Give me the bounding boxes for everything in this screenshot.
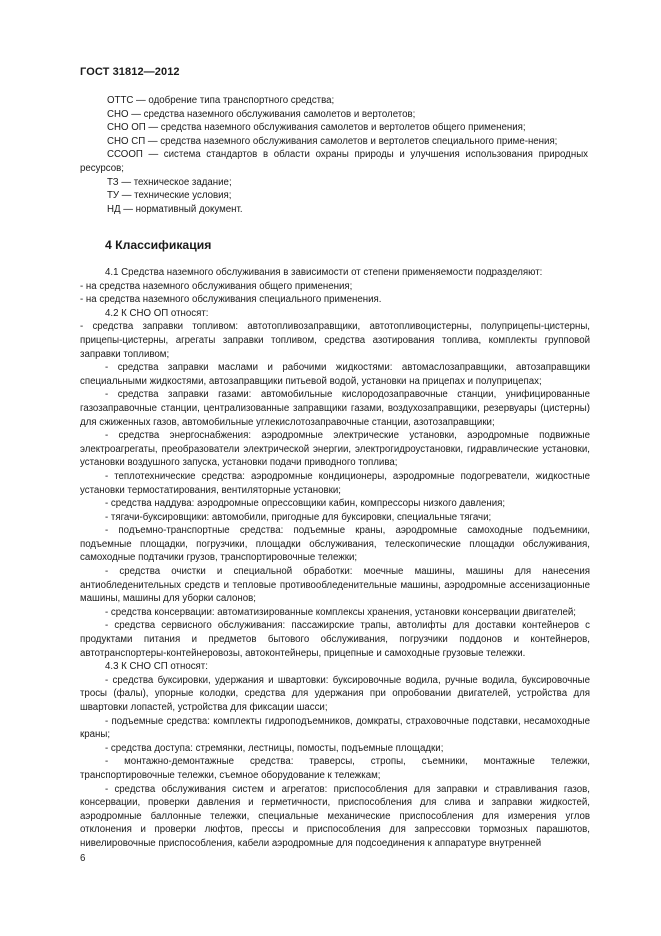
section-heading: 4 Классификация bbox=[105, 238, 212, 252]
abbreviations-list bbox=[80, 94, 588, 216]
body-paragraph: - средства очистки и специальной обработки: моечные машины, машины для нанесения антиобледенительных средств и тепловые противообледенительные машины, аэродромные ассенизационные машины, машины для уборки салонов; bbox=[80, 566, 590, 605]
body-paragraph: - средства буксировки, удержания и швартовки: буксировочные водила, ручные водила, буксировочные тросы (фалы), упорные колодки, средства для удержания при опробовании двигателей, устройства для швартовки лопастей, устройства для фиксации шасси; bbox=[80, 674, 590, 713]
abbreviation-item: ТУ — технические условия; bbox=[107, 190, 232, 202]
body-paragraph: - средства заправки маслами и рабочими жидкостями: автомаслозаправщики, автозаправщики специальными жидкостями, автозаправщики питьевой водой, установки на прицепах и полуприцепах; bbox=[80, 362, 590, 387]
abbreviation-item: СНО СП — средства наземного обслуживания самолетов и вертолетов специального приме-нения; bbox=[107, 135, 558, 147]
body-paragraph: - средства заправки газами: автомобильные кислородозаправочные станции, унифицированные газозаправочные станции, централизованные заправщики газами, воздухозаправщики, резервуары (цистерны) для сжиженных газов, автомобильные углекислотозаправочные станции, азотозаправщики; bbox=[80, 389, 590, 428]
abbreviation-item: ТЗ — техническое задание; bbox=[107, 176, 232, 188]
body-paragraph: - тягачи-буксировщики: автомобили, пригодные для буксировки, специальные тягачи; bbox=[105, 511, 492, 523]
abbreviation-item: СНО ОП — средства наземного обслуживания самолетов и вертолетов общего применения; bbox=[107, 122, 526, 134]
abbreviation-item: ОТТС — одобрение типа транспортного средства; bbox=[107, 95, 335, 106]
body-paragraph: - монтажно-демонтажные средства: траверсы, стропы, съемники, монтажные тележки, транспортировочные тележки, съемное оборудование к тележкам; bbox=[80, 756, 590, 781]
body-paragraph: 4.3 К СНО СП относят: bbox=[105, 661, 208, 673]
body-paragraph: - средства консервации: автоматизированные комплексы хранения, установки консервации двигателей; bbox=[105, 606, 577, 618]
body-paragraph: - средства наддува: аэродромные опрессовщики кабин, компрессоры низкого давления; bbox=[105, 498, 506, 510]
body-paragraph: - средства доступа: стремянки, лестницы, помосты, подъемные площадки; bbox=[105, 742, 444, 754]
body-paragraph: - на средства наземного обслуживания общего применения; bbox=[80, 280, 353, 292]
body-paragraph: - средства обслуживания систем и агрегатов: приспособления для заправки и стравливания газов, консервации, проверки давления и герметичности, приспособления для слива и заправки жидкостей, аэродромные баллонные тележки, специальные механические приспособления для измерения углов отклонения и проверки люфтов, прессы и приспособления для запрессовки тормозных парашютов, нивелировочные приспособления, кабели аэродромные для подсоединения к аппаратуре внутренней bbox=[80, 783, 590, 849]
section-body bbox=[80, 266, 590, 851]
page-number: 6 bbox=[80, 853, 86, 864]
document-header: ГОСТ 31812—2012 bbox=[80, 66, 180, 78]
body-paragraph: - средства энергоснабжения: аэродромные электрические установки, аэродромные подвижные электроагрегаты, преобразователи электрической энергии, электрогидроустановки, гидравлические установки, установки воздушного запуска, установки подачи приводного топлива; bbox=[80, 430, 590, 469]
body-paragraph: 4.1 Средства наземного обслуживания в зависимости от степени применяемости подразделяют: bbox=[105, 267, 543, 278]
body-paragraph: - средства заправки топливом: автотопливозаправщики, автотопливоцистерны, полуприцепы-цистерны, прицепы-цистерны, агрегаты заправки топливом, средства азотирования топлива, комплекты групповой заправки топливом; bbox=[80, 321, 590, 360]
body-paragraph: - средства сервисного обслуживания: пассажирские трапы, автолифты для доставки контейнеров с продуктами питания и предметов бытового обслуживания, погрузчики поддонов и контейнеров, автотранспортеры-контейнеровозы, автоконтейнеры, прицепные и самоходные грузовые тележки. bbox=[80, 620, 590, 659]
body-paragraph: - теплотехнические средства: аэродромные кондиционеры, аэродромные подогреватели, жидкостные установки термостатирования, вентиляторные установки; bbox=[80, 470, 590, 496]
body-paragraph: - подъемные средства: комплекты гидроподъемников, домкраты, страховочные подставки, несамоходные краны; bbox=[80, 715, 590, 741]
body-paragraph: - подъемно-транспортные средства: подъемные краны, аэродромные самоходные подъемники, подъемные площадки, погрузчики, площадки обслуживания, телескопические площадки обслуживания, самоходные подтачики грузов, транспортировочные тележки; bbox=[80, 525, 590, 564]
abbreviation-item: ССООП — система стандартов в области охраны природы и улучшения использования природных ресурсов; bbox=[80, 149, 588, 174]
body-paragraph: 4.2 К СНО ОП относят: bbox=[105, 307, 209, 319]
abbreviation-item: СНО — средства наземного обслуживания самолетов и вертолетов; bbox=[107, 108, 416, 120]
abbreviation-item: НД — нормативный документ. bbox=[107, 203, 243, 215]
body-paragraph: - на средства наземного обслуживания специального применения. bbox=[80, 294, 382, 306]
